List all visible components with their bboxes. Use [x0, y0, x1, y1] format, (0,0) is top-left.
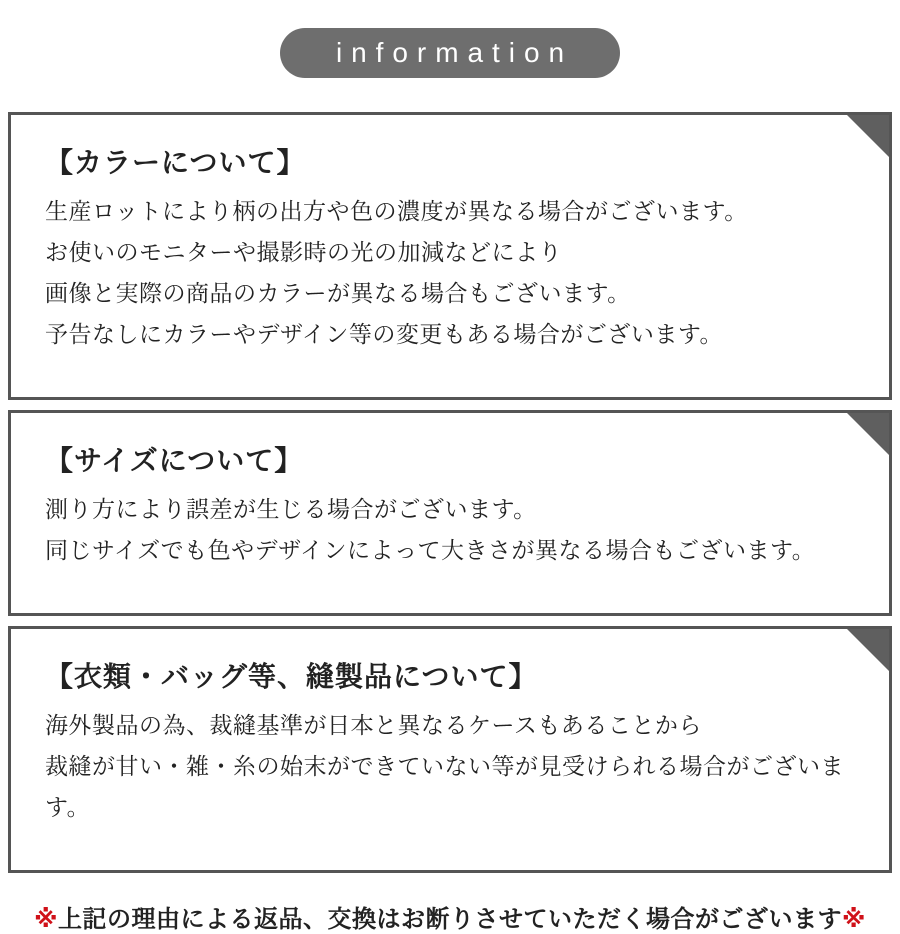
info-box — [8, 112, 892, 400]
information-badge — [280, 28, 620, 78]
folded-corner-triangle-icon — [847, 115, 889, 157]
info-box — [8, 410, 892, 616]
section-title: 【衣類・バッグ等、縫製品について】 — [45, 661, 538, 692]
section-line: 同じサイズでも色やデザインによって大きさが異なる場合もございます。 — [45, 537, 816, 563]
note-text: 上記の理由による返品、交換はお断りさせていただく場合がございます — [58, 906, 842, 933]
note-mark-right: ※ — [842, 906, 866, 933]
section-line: 生産ロットにより柄の出方や色の濃度が異なる場合がございます。 — [45, 198, 748, 224]
folded-corner-triangle-icon — [847, 629, 889, 671]
section-title: 【サイズについて】 — [45, 445, 304, 476]
section-lines — [45, 191, 859, 355]
folded-corner-triangle-icon — [847, 413, 889, 455]
section-line: 裁縫が甘い・雑・糸の始末ができていない等が見受けられる場合がございます。 — [45, 753, 844, 820]
information-badge-label: information — [335, 37, 574, 68]
return-policy-note — [0, 899, 900, 934]
section-line: お使いのモニターや撮影時の光の加減などにより — [45, 239, 562, 265]
note-mark-left: ※ — [34, 906, 58, 933]
section-line: 海外製品の為、裁縫基準が日本と異なるケースもあることから — [45, 712, 702, 738]
section-line: 画像と実際の商品のカラーが異なる場合もございます。 — [45, 280, 631, 306]
sections — [0, 112, 900, 873]
info-box — [8, 626, 892, 873]
section-lines — [45, 489, 859, 571]
section-line: 測り方により誤差が生じる場合がございます。 — [45, 496, 537, 522]
section-title: 【カラーについて】 — [45, 147, 306, 178]
section-lines — [45, 705, 859, 828]
section-line: 予告なしにカラーやデザイン等の変更もある場合がございます。 — [45, 321, 724, 347]
